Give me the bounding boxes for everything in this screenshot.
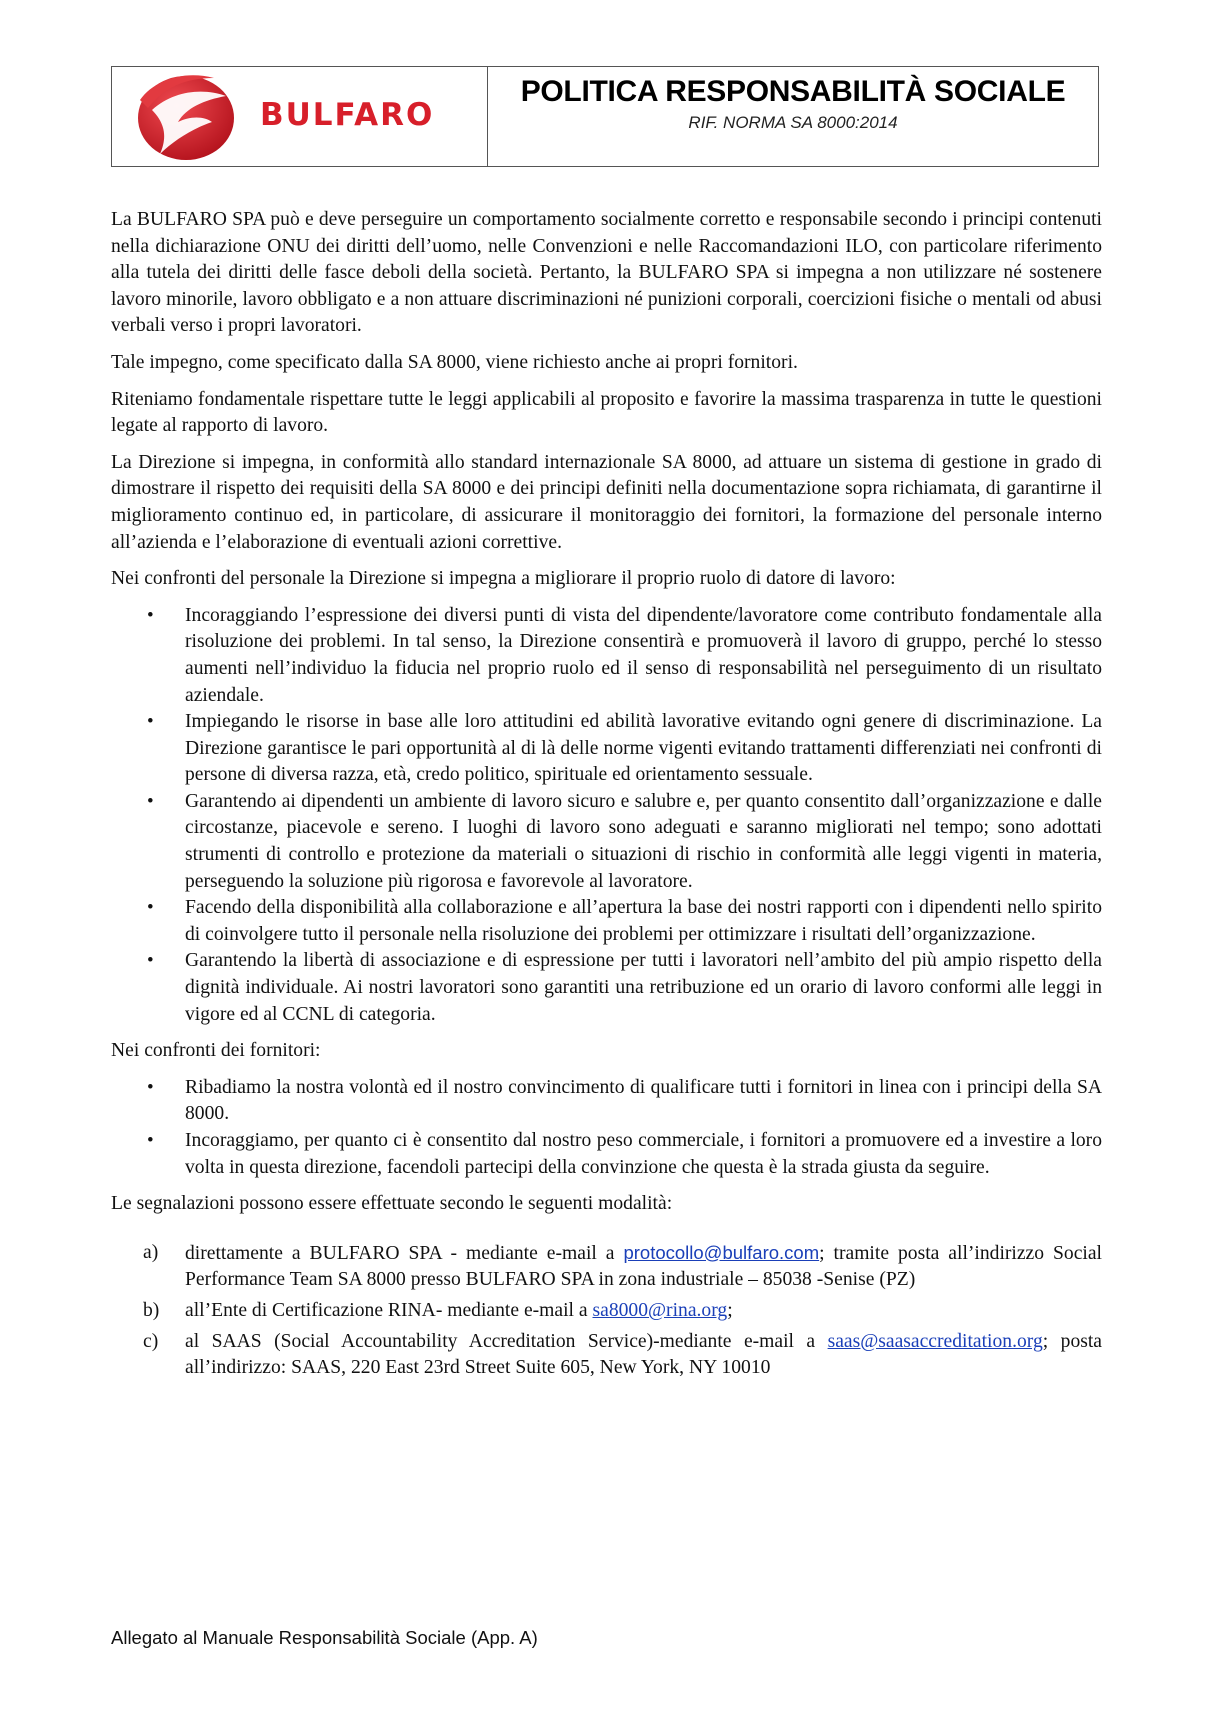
- paragraph-suppliers-intro: Nei confronti dei fornitori:: [111, 1040, 321, 1062]
- paragraph-management: La Direzione si impegna, in conformità allo standard internazionale SA 8000, ad attuare un sistema di gestione in grado di dimostrare il rispetto dei requisiti della SA 8000 e dei principi definiti nella documentazione sopra richiamata, di garantirne il miglioramento continuo ed, in particolare, di assicurare il monitoraggio dei fornitori, la formazione del personale interno all’azienda e l’elaborazione di eventuali azioni correttive.: [111, 451, 1102, 553]
- title-cell: [488, 67, 1098, 166]
- document-subtitle: RIF. NORMA SA 8000:2014: [688, 113, 898, 132]
- report-text: ; posta all’indirizzo: SAAS, 220 East 23rd Street Suite 605, New York, NY 10010: [185, 1330, 1103, 1379]
- paragraph-personnel-intro: Nei confronti del personale la Direzione si impegna a migliorare il proprio ruolo di datore di lavoro:: [111, 568, 896, 590]
- list-item: • Facendo della disponibilità alla collaborazione e all’apertura la base dei nostri rapporti con i dipendenti nello spirito di coinvolgere tutto il personale nella risoluzione dei problemi per ottimizzare i risultati dell’organizzazione.: [185, 895, 1102, 948]
- report-item-c: [143, 1329, 1103, 1382]
- logo-cell: [112, 67, 488, 166]
- list-item: • Impiegando le risorse in base alle loro attitudini ed abilità lavorative evitando ogni genere di discriminazione. La Direzione garantisce le pari opportunità al di là delle norme vigenti evitando trattamenti differenziati nei confronti di persone di diversa razza, età, credo politico, spirituale ed orientamento sessuale.: [185, 709, 1102, 789]
- report-item-b: [143, 1298, 1102, 1325]
- document-header: [111, 66, 1099, 167]
- email-link-rina[interactable]: sa8000@rina.org: [592, 1299, 728, 1321]
- report-text: al SAAS (Social Accountability Accreditation Service)-mediante e-mail a: [185, 1330, 828, 1352]
- list-item: • Ribadiamo la nostra volontà ed il nostro convincimento di qualificare tutti i fornitori in linea con i principi della SA 8000.: [185, 1075, 1102, 1128]
- paragraph-reports-intro: Le segnalazioni possono essere effettuate secondo le seguenti modalità:: [111, 1193, 673, 1215]
- bulfaro-logo-icon: [134, 70, 244, 162]
- reports-list: [111, 1240, 1102, 1382]
- list-marker: c): [143, 1330, 159, 1352]
- list-item: • Garantendo ai dipendenti un ambiente di lavoro sicuro e salubre e, per quanto consentito dall’organizzazione e dalle circostanze, piacevole e sereno. I luoghi di lavoro sono adeguati e saranno migliorati nel tempo; sono adottati strumenti di controllo e protezione da materiali o situazioni di rischio in conformità alle leggi vigenti in materia, perseguendo la soluzione più rigorosa e favorevole al lavoratore.: [185, 789, 1102, 895]
- report-text: direttamente a BULFARO SPA - mediante e-mail a: [185, 1242, 624, 1264]
- email-link-saas[interactable]: saas@saasaccreditation.org: [827, 1330, 1043, 1352]
- report-text: all’Ente di Certificazione RINA- mediante e-mail a: [185, 1299, 593, 1321]
- list-marker: b): [143, 1299, 160, 1321]
- personnel-bullet-list: [111, 603, 1102, 1029]
- page-footer: Allegato al Manuale Responsabilità Sociale (App. A): [111, 1627, 538, 1648]
- paragraph-intro: La BULFARO SPA può e deve perseguire un comportamento socialmente corretto e responsabile secondo i principi contenuti nella dichiarazione ONU dei diritti dell’uomo, nelle Convenzioni e nelle Raccomandazioni ILO, con particolare riferimento alla tutela dei diritti delle fasce deboli della società. Pertanto, la BULFARO SPA si impegna a non utilizzare né sostenere lavoro minorile, lavoro obbligato e a non attuare discriminazioni né punizioni corporali, coercizioni fisiche o mentali od abusi verbali verso i propri lavoratori.: [111, 209, 1102, 337]
- report-text: ;: [727, 1299, 733, 1321]
- document-title: POLITICA RESPONSABILITÀ SOCIALE: [520, 75, 1066, 108]
- email-link-bulfaro[interactable]: protocollo@bulfaro.com: [623, 1241, 820, 1263]
- list-item: • Incoraggiando l’espressione dei diversi punti di vista del dipendente/lavoratore come contributo fondamentale alla risoluzione dei problemi. In tal senso, la Direzione consentirà e promuoverà il lavoro di gruppo, perché lo stesso aumenti nell’individuo la fiducia nel proprio ruolo ed il senso di responsabilità nel perseguimento di un risultato aziendale.: [185, 603, 1102, 709]
- logo-text: BULFARO: [260, 97, 435, 133]
- list-item: • Garantendo la libertà di associazione e di espressione per tutti i lavoratori nell’ambito del più ampio rispetto della dignità individuale. Ai nostri lavoratori sono garantiti una retribuzione ed un orario di lavoro conformi alle leggi in vigore ed al CCNL di categoria.: [185, 948, 1102, 1028]
- list-item: • Incoraggiamo, per quanto ci è consentito dal nostro peso commerciale, i fornitori a promuovere ed a investire a loro volta in questa direzione, facendoli partecipi della convinzione che questa è la strada giusta da seguire.: [185, 1128, 1102, 1181]
- paragraph-suppliers-commitment: Tale impegno, come specificato dalla SA 8000, viene richiesto anche ai propri fornitori.: [111, 351, 798, 373]
- list-marker: a): [143, 1241, 159, 1263]
- report-item-a: [143, 1240, 1102, 1294]
- paragraph-laws: Riteniamo fondamentale rispettare tutte le leggi applicabili al proposito e favorire la massima trasparenza in tutte le questioni legate al rapporto di lavoro.: [111, 388, 1102, 437]
- document-body: [111, 207, 1102, 1386]
- report-text: ; tramite posta all’indirizzo Social Performance Team SA 8000 presso BULFARO SPA in zona industriale – 85038 -Senise (PZ): [185, 1242, 1102, 1291]
- supplier-bullet-list: [111, 1075, 1102, 1181]
